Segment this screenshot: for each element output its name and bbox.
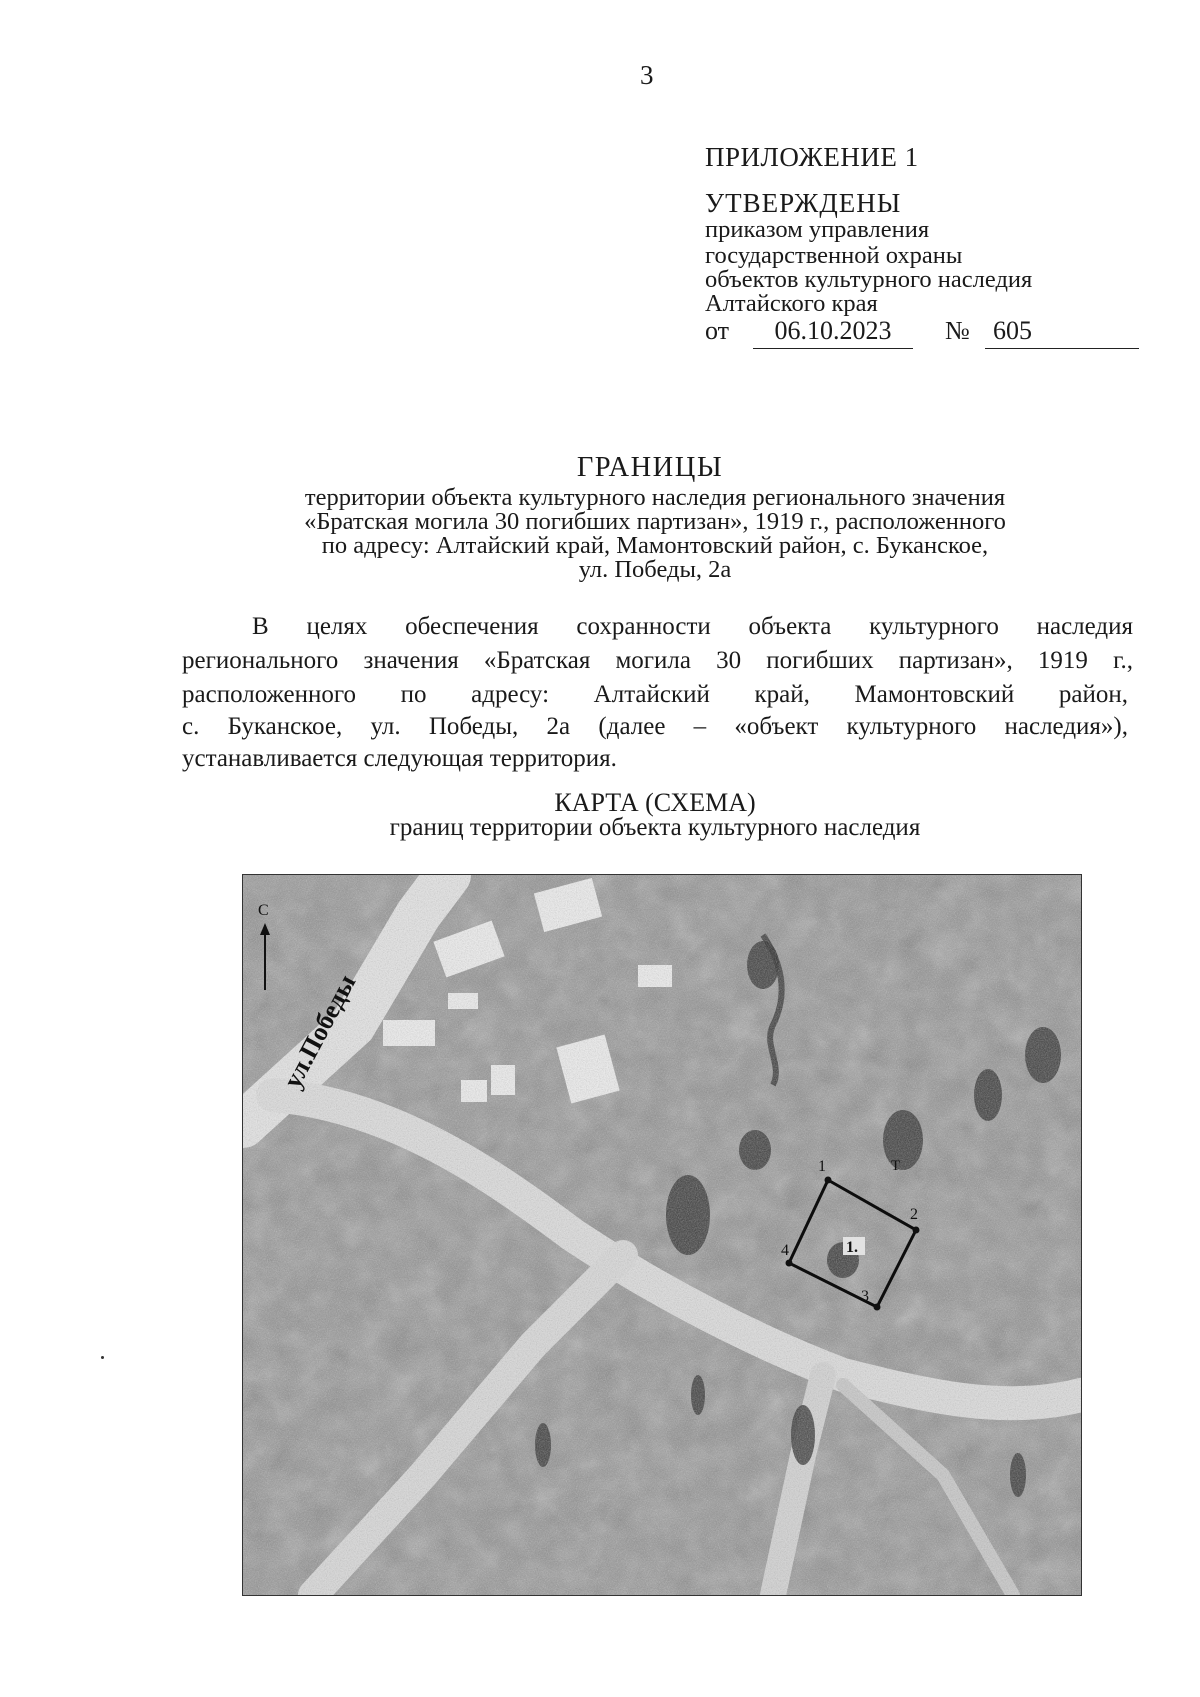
- approval-date: 06.10.2023: [753, 316, 913, 349]
- boundary-point-3: [874, 1304, 881, 1311]
- scan-speck: [101, 1356, 104, 1359]
- subtitle-line: «Братская могила 30 погибших партизан», 1919 г., расположенного: [304, 508, 1006, 535]
- point-label-2: 2: [910, 1206, 918, 1223]
- date-label: от: [705, 316, 730, 345]
- paragraph-line: с. Буканское, ул. Победы, 2а (далее – «объект культурного наследия»),: [182, 713, 1128, 740]
- point-label-3: 3: [861, 1288, 869, 1305]
- point-label-1: 1: [818, 1158, 826, 1175]
- paragraph-line: расположенного по адресу: Алтайский край, Мамонтовский район,: [182, 681, 1128, 708]
- paragraph-line: регионального значения «Братская могила 30 погибших партизан», 1919 г.,: [182, 647, 1133, 674]
- approved-heading: УТВЕРЖДЕНЫ: [705, 188, 902, 218]
- boundary-point-1: [825, 1177, 832, 1184]
- boundary-point-2: [913, 1227, 920, 1234]
- street-label: ул.Победы: [277, 969, 362, 1093]
- marker-t-label: Т: [891, 1158, 901, 1174]
- subtitle-line: по адресу: Алтайский край, Мамонтовский район, с. Буканское,: [321, 532, 989, 559]
- approval-line: Алтайского края: [705, 290, 878, 317]
- page-number: 3: [640, 60, 654, 90]
- approval-line: объектов культурного наследия: [705, 266, 1033, 293]
- subtitle-line: ул. Победы, 2а: [578, 556, 732, 583]
- subtitle-line: территории объекта культурного наследия регионального значения: [304, 484, 1006, 511]
- approval-line: государственной охраны: [705, 242, 963, 269]
- map-scheme: [242, 874, 1082, 1596]
- map-title: КАРТА (СХЕМА): [554, 788, 756, 817]
- appendix-title: ПРИЛОЖЕНИЕ 1: [705, 142, 919, 172]
- image-grain: [243, 875, 1081, 1595]
- paragraph-line: В целях обеспечения сохранности объекта культурного наследия: [252, 613, 1133, 640]
- boundary-point-4: [786, 1260, 793, 1267]
- object-label: 1.: [846, 1239, 858, 1256]
- north-label: С: [258, 902, 269, 919]
- satellite-map: [243, 875, 1081, 1595]
- approval-number: 605: [985, 316, 1139, 349]
- document-title: ГРАНИЦЫ: [576, 452, 724, 483]
- map-subtitle: границ территории объекта культурного наследия: [389, 814, 921, 841]
- approval-line: приказом управления: [705, 216, 930, 243]
- number-label: №: [945, 316, 970, 345]
- point-label-4: 4: [781, 1242, 789, 1259]
- paragraph-line: устанавливается следующая территория.: [182, 745, 617, 772]
